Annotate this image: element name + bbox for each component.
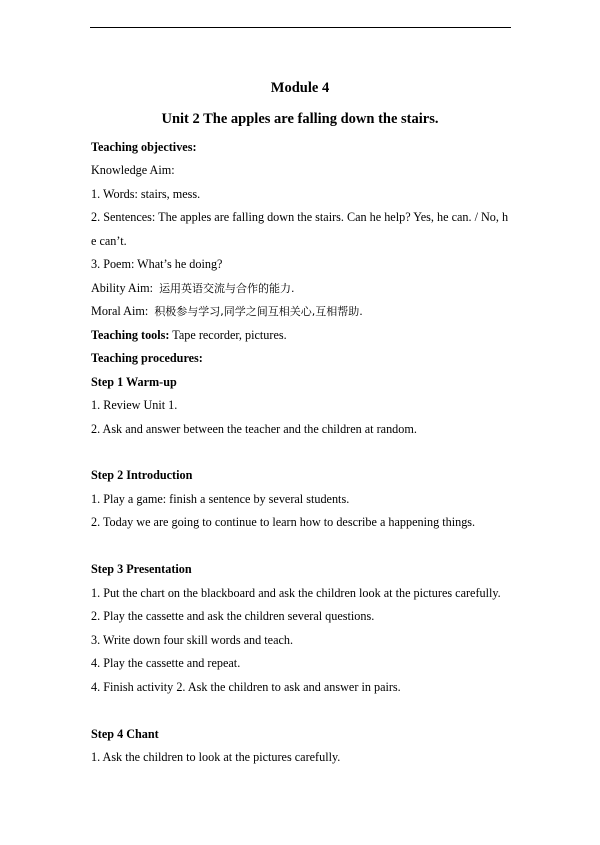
step-title: Step 2 Introduction bbox=[91, 468, 193, 482]
step-item: 3. Write down four skill words and teach. bbox=[91, 633, 294, 647]
ability-aim-label: Ability Aim: bbox=[91, 281, 153, 295]
step-item: 2. Today we are going to continue to learn how to describe a happening things. bbox=[91, 515, 476, 529]
step-title: Step 4 Chant bbox=[91, 727, 159, 741]
procedures-heading: Teaching procedures: bbox=[91, 351, 203, 365]
knowledge-aim-label: Knowledge Aim: bbox=[91, 163, 175, 177]
module-title: Module 4 bbox=[270, 80, 330, 96]
step-item: 1. Put the chart on the blackboard and ask the children look at the pictures carefully. bbox=[91, 586, 501, 600]
step-item: 2. Play the cassette and ask the children several questions. bbox=[91, 609, 375, 623]
objective-item: 2. Sentences: The apples are falling down the stairs. Can he help? Yes, he can. / No, h bbox=[91, 210, 509, 224]
step-item: 1. Review Unit 1. bbox=[91, 398, 178, 412]
teaching-tools bbox=[91, 327, 287, 343]
teaching-tools-text: Tape recorder, pictures. bbox=[169, 328, 287, 342]
objective-item: 3. Poem: What’s he doing? bbox=[91, 257, 223, 271]
ability-aim bbox=[91, 280, 295, 297]
objective-item: 1. Words: stairs, mess. bbox=[91, 187, 201, 201]
step-item: 2. Ask and answer between the teacher and the children at random. bbox=[91, 422, 417, 436]
step-title: Step 1 Warm-up bbox=[91, 375, 177, 389]
moral-aim bbox=[91, 303, 363, 320]
header-rule bbox=[90, 27, 511, 28]
step-item: 1. Ask the children to look at the pictures carefully. bbox=[91, 750, 341, 764]
objectives-heading: Teaching objectives: bbox=[91, 140, 197, 154]
moral-aim-label: Moral Aim: bbox=[91, 304, 149, 318]
objective-item: e can’t. bbox=[91, 234, 127, 248]
unit-title: Unit 2 The apples are falling down the stairs. bbox=[161, 111, 439, 127]
step-title: Step 3 Presentation bbox=[91, 562, 192, 576]
ability-aim-text: 运用英语交流与合作的能力. bbox=[159, 282, 295, 295]
step-item: 1. Play a game: finish a sentence by several students. bbox=[91, 492, 350, 506]
moral-aim-text: 积极参与学习,同学之间互相关心,互相帮助. bbox=[154, 305, 363, 318]
step-item: 4. Finish activity 2. Ask the children to ask and answer in pairs. bbox=[91, 680, 401, 694]
step-item: 4. Play the cassette and repeat. bbox=[91, 656, 241, 670]
teaching-tools-label: Teaching tools: bbox=[91, 328, 170, 342]
